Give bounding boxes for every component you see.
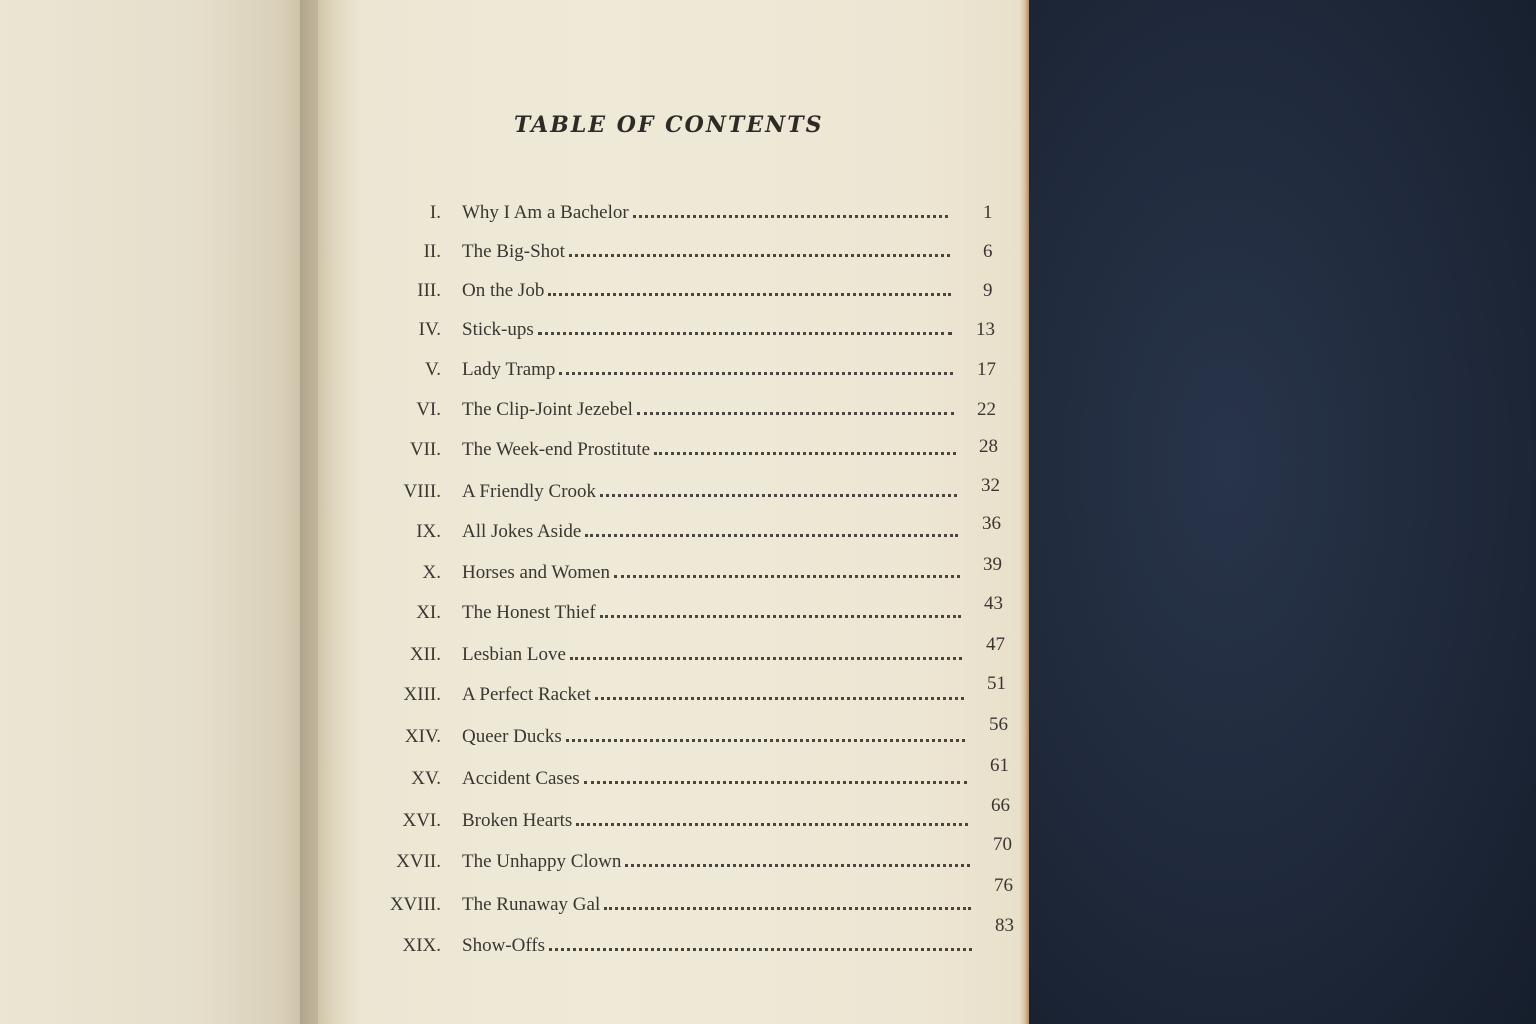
dot-leader — [614, 573, 960, 578]
toc-entry — [0, 915, 1020, 957]
chapter-number: XVIII. — [389, 894, 441, 915]
chapter-number: XII. — [409, 644, 441, 665]
chapter-title: Horses and Women — [462, 562, 610, 583]
chapter-number: XVII. — [396, 851, 441, 872]
toc-entry — [0, 473, 1020, 503]
dot-leader — [576, 821, 968, 826]
toc-entry — [0, 673, 1020, 706]
chapter-number: VI. — [416, 399, 441, 420]
page-edge — [1020, 0, 1029, 1024]
toc-entry — [0, 714, 1020, 748]
dot-leader — [548, 291, 951, 296]
dot-leader — [633, 213, 948, 218]
toc-entry — [0, 311, 1020, 341]
page-number: 13 — [976, 319, 995, 340]
dot-leader — [625, 862, 970, 867]
chapter-number: VIII. — [403, 481, 441, 502]
dot-leader — [566, 737, 965, 742]
chapter-number: II. — [423, 241, 441, 262]
page-number: 51 — [987, 673, 1006, 694]
chapter-number: I. — [429, 202, 441, 223]
chapter-title: Why I Am a Bachelor — [462, 202, 629, 223]
dot-leader — [584, 779, 967, 784]
chapter-number: XV. — [411, 768, 441, 789]
dot-leader — [569, 252, 950, 257]
chapter-number: III. — [417, 280, 441, 301]
toc-entry — [0, 431, 1020, 461]
toc-entry — [0, 875, 1020, 916]
page-number: 83 — [995, 915, 1014, 936]
chapter-title: Lady Tramp — [462, 359, 556, 380]
chapter-title: Broken Hearts — [462, 810, 573, 831]
page-number: 17 — [977, 359, 996, 380]
page-number: 22 — [977, 399, 996, 420]
page-number: 6 — [983, 241, 993, 262]
toc-heading: TABLE OF CONTENTS — [514, 112, 824, 138]
chapter-number: V. — [424, 359, 441, 380]
toc-entry — [0, 755, 1020, 790]
page-number: 76 — [994, 875, 1013, 896]
chapter-title: The Big-Shot — [462, 241, 565, 262]
chapter-number: XIX. — [402, 935, 441, 956]
toc-entry — [0, 594, 1020, 624]
chapter-number: IV. — [418, 319, 441, 340]
chapter-title: On the Job — [462, 280, 545, 301]
dot-leader — [600, 613, 961, 618]
chapter-number: X. — [422, 562, 441, 583]
chapter-title: The Runaway Gal — [462, 894, 601, 915]
chapter-title: The Week-end Prostitute — [462, 439, 651, 460]
chapter-title: A Friendly Crook — [462, 481, 597, 502]
page-number: 39 — [983, 554, 1002, 575]
toc-entry — [0, 233, 1020, 263]
toc-entry — [0, 194, 1020, 224]
chapter-title: Accident Cases — [462, 768, 580, 789]
dot-leader — [549, 946, 972, 951]
chapter-title: Lesbian Love — [462, 644, 566, 665]
chapter-title: Queer Ducks — [462, 726, 562, 747]
dot-leader — [595, 695, 964, 700]
toc-entry — [0, 834, 1020, 873]
toc-entry — [0, 636, 1020, 666]
chapter-number: XVI. — [402, 810, 441, 831]
page-number: 9 — [983, 280, 993, 301]
chapter-title: The Clip-Joint Jezebel — [462, 399, 633, 420]
page-number: 66 — [991, 795, 1010, 816]
page-number: 61 — [990, 755, 1009, 776]
dot-leader — [570, 655, 962, 660]
chapter-number: XIV. — [404, 726, 441, 747]
toc-entry — [0, 795, 1020, 832]
page-number: 36 — [982, 513, 1001, 534]
toc-entry — [0, 391, 1020, 421]
dot-leader — [585, 532, 958, 537]
toc-entry — [0, 513, 1020, 543]
chapter-title: Stick-ups — [462, 319, 534, 340]
dot-leader — [654, 450, 956, 455]
desk-surface — [1020, 0, 1536, 1024]
page-number: 28 — [979, 436, 998, 457]
chapter-number: IX. — [416, 521, 441, 542]
dot-leader — [600, 492, 957, 497]
dot-leader — [604, 905, 971, 910]
page-number: 56 — [989, 714, 1008, 735]
chapter-title: Show-Offs — [462, 935, 546, 956]
toc-entry — [0, 351, 1020, 381]
page-number: 70 — [993, 834, 1012, 855]
chapter-number: XI. — [416, 602, 441, 623]
chapter-number: XIII. — [403, 684, 441, 705]
page-number: 32 — [981, 475, 1000, 496]
page-number: 47 — [986, 634, 1005, 655]
page-number: 43 — [984, 593, 1003, 614]
chapter-title: All Jokes Aside — [462, 521, 582, 542]
dot-leader — [637, 410, 954, 415]
toc-entry — [0, 272, 1020, 302]
dot-leader — [538, 330, 952, 335]
chapter-title: The Unhappy Clown — [462, 851, 622, 872]
chapter-title: A Perfect Racket — [462, 684, 591, 705]
dot-leader — [559, 370, 953, 375]
page-number: 1 — [983, 202, 993, 223]
chapter-title: The Honest Thief — [462, 602, 596, 623]
chapter-number: VII. — [409, 439, 441, 460]
toc-entry — [0, 554, 1020, 584]
